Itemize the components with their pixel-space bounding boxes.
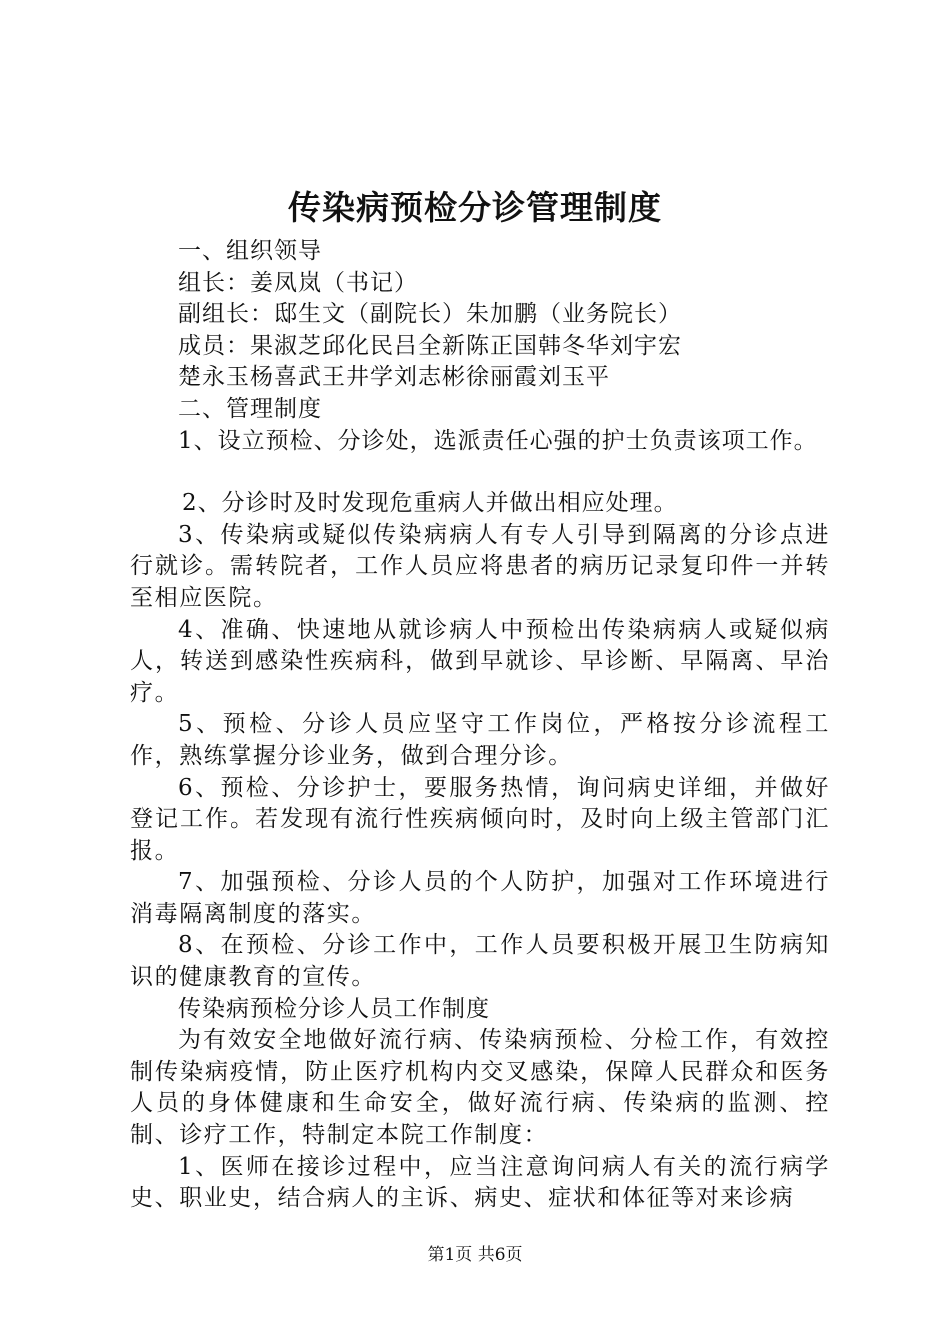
blank-line bbox=[130, 457, 830, 488]
section3-item-1: 1、医师在接诊过程中，应当注意询问病人有关的流行病学史、职业史，结合病人的主诉、病史、症状和体征等对来诊病 bbox=[130, 1153, 830, 1212]
members-line-2: 楚永玉杨喜武王井学刘志彬徐丽霞刘玉平 bbox=[178, 364, 610, 391]
section2-heading: 二、管理制度 bbox=[178, 395, 322, 422]
rule-item-8: 8、在预检、分诊工作中，工作人员要积极开展卫生防病知识的健康教育的宣传。 bbox=[130, 932, 830, 991]
section1-heading: 一、组织领导 bbox=[178, 238, 322, 264]
section3-heading: 传染病预检分诊人员工作制度 bbox=[178, 995, 490, 1022]
rule-item-5: 5、预检、分诊人员应坚守工作岗位，严格按分诊流程工作，熟练掌握分诊业务，做到合理分诊。 bbox=[130, 711, 830, 769]
rule-item-1: 1、设立预检、分诊处，选派责任心强的护士负责该项工作。 bbox=[178, 427, 818, 454]
section3-intro: 为有效安全地做好流行病、传染病预检、分检工作，有效控制传染病疫情，防止医疗机构内交叉感染，保障人民群众和医务人员的身体健康和生命安全，做好流行病、传染病的监测、控制、诊疗工作，特制定本院工作制度： bbox=[130, 1027, 830, 1149]
document-body bbox=[130, 236, 830, 1215]
leader-line: 组长：姜凤岚（书记） bbox=[178, 269, 418, 296]
rule-item-3: 3、传染病或疑似传染病病人有专人引导到隔离的分诊点进行就诊。需转院者，工作人员应将患者的病历记录复印件一并转至相应医院。 bbox=[130, 521, 830, 611]
page-footer: 第1页 共6页 bbox=[427, 1245, 523, 1265]
rule-item-7: 7、加强预检、分诊人员的个人防护，加强对工作环境进行消毒隔离制度的落实。 bbox=[130, 869, 830, 927]
rule-item-2: 2、分诊时及时发现危重病人并做出相应处理。 bbox=[182, 490, 678, 517]
document-title: 传染病预检分诊管理制度 bbox=[288, 188, 662, 227]
members-line-1: 成员：果淑芝邱化民吕全新陈正国韩冬华刘宇宏 bbox=[178, 332, 682, 359]
rule-item-4: 4、准确、快速地从就诊病人中预检出传染病病人或疑似病人，转送到感染性疾病科，做到早就诊、早诊断、早隔离、早治疗。 bbox=[130, 616, 830, 706]
deputy-leader-line: 副组长：邸生文（副院长）朱加鹏（业务院长） bbox=[178, 301, 682, 328]
rule-item-6: 6、预检、分诊护士，要服务热情，询问病史详细，并做好登记工作。若发现有流行性疾病倾向时，及时向上级主管部门汇报。 bbox=[130, 774, 830, 864]
